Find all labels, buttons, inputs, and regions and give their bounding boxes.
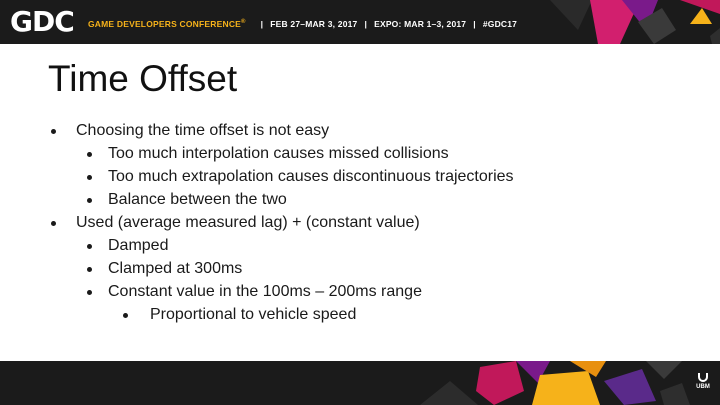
gdc-logo: GDC	[10, 5, 74, 38]
bullet-item	[0, 143, 720, 165]
bullet-text: Clamped at 300ms	[108, 260, 243, 277]
bullet-dot-icon	[87, 152, 92, 157]
header-band	[0, 0, 720, 44]
bullet-text: Choosing the time offset is not easy	[76, 122, 330, 139]
bullet-item	[0, 258, 720, 280]
hashtag: #GDC17	[482, 19, 518, 29]
bullet-text: Constant value in the 100ms – 200ms range	[108, 283, 422, 300]
bullet-text: Balance between the two	[108, 191, 287, 208]
bullet-text: Too much interpolation causes missed collisions	[108, 145, 449, 162]
separator: |	[260, 19, 264, 29]
footer-band	[0, 361, 720, 405]
separator: |	[473, 19, 476, 29]
bullet-dot-icon	[51, 129, 56, 134]
bullet-text: Too much extrapolation causes discontinuous trajectories	[108, 168, 514, 185]
bullet-dot-icon	[87, 198, 92, 203]
bullet-item	[0, 189, 720, 211]
bullet-dot-icon	[87, 175, 92, 180]
bullet-text: Used (average measured lag) + (constant value)	[76, 214, 420, 231]
conference-name: GAME DEVELOPERS CONFERENCE®	[88, 19, 246, 29]
bullet-item	[0, 281, 720, 303]
bullet-dot-icon	[123, 313, 128, 318]
bullet-item	[0, 212, 720, 234]
bullet-text: Proportional to vehicle speed	[150, 306, 357, 323]
bullet-text: Damped	[108, 237, 169, 254]
separator: |	[364, 19, 368, 29]
ubm-logo-text: UBM	[696, 384, 710, 390]
ubm-mark-icon	[698, 373, 708, 382]
bullet-dot-icon	[51, 221, 56, 226]
conference-dates: FEB 27–MAR 3, 2017	[270, 19, 358, 29]
conference-info	[88, 17, 517, 31]
header-geometric-art	[550, 0, 720, 44]
footer-geometric-art	[420, 361, 720, 405]
bullet-item	[0, 166, 720, 188]
expo-dates: EXPO: MAR 1–3, 2017	[374, 19, 467, 29]
bullet-item	[0, 120, 720, 142]
ubm-logo	[695, 373, 711, 390]
bullet-dot-icon	[87, 290, 92, 295]
bullet-dot-icon	[87, 267, 92, 272]
bullet-item	[0, 235, 720, 257]
registered-mark: ®	[241, 19, 246, 26]
bullet-item	[0, 304, 720, 326]
slide-title: Time Offset	[48, 58, 238, 99]
bullet-dot-icon	[87, 244, 92, 249]
